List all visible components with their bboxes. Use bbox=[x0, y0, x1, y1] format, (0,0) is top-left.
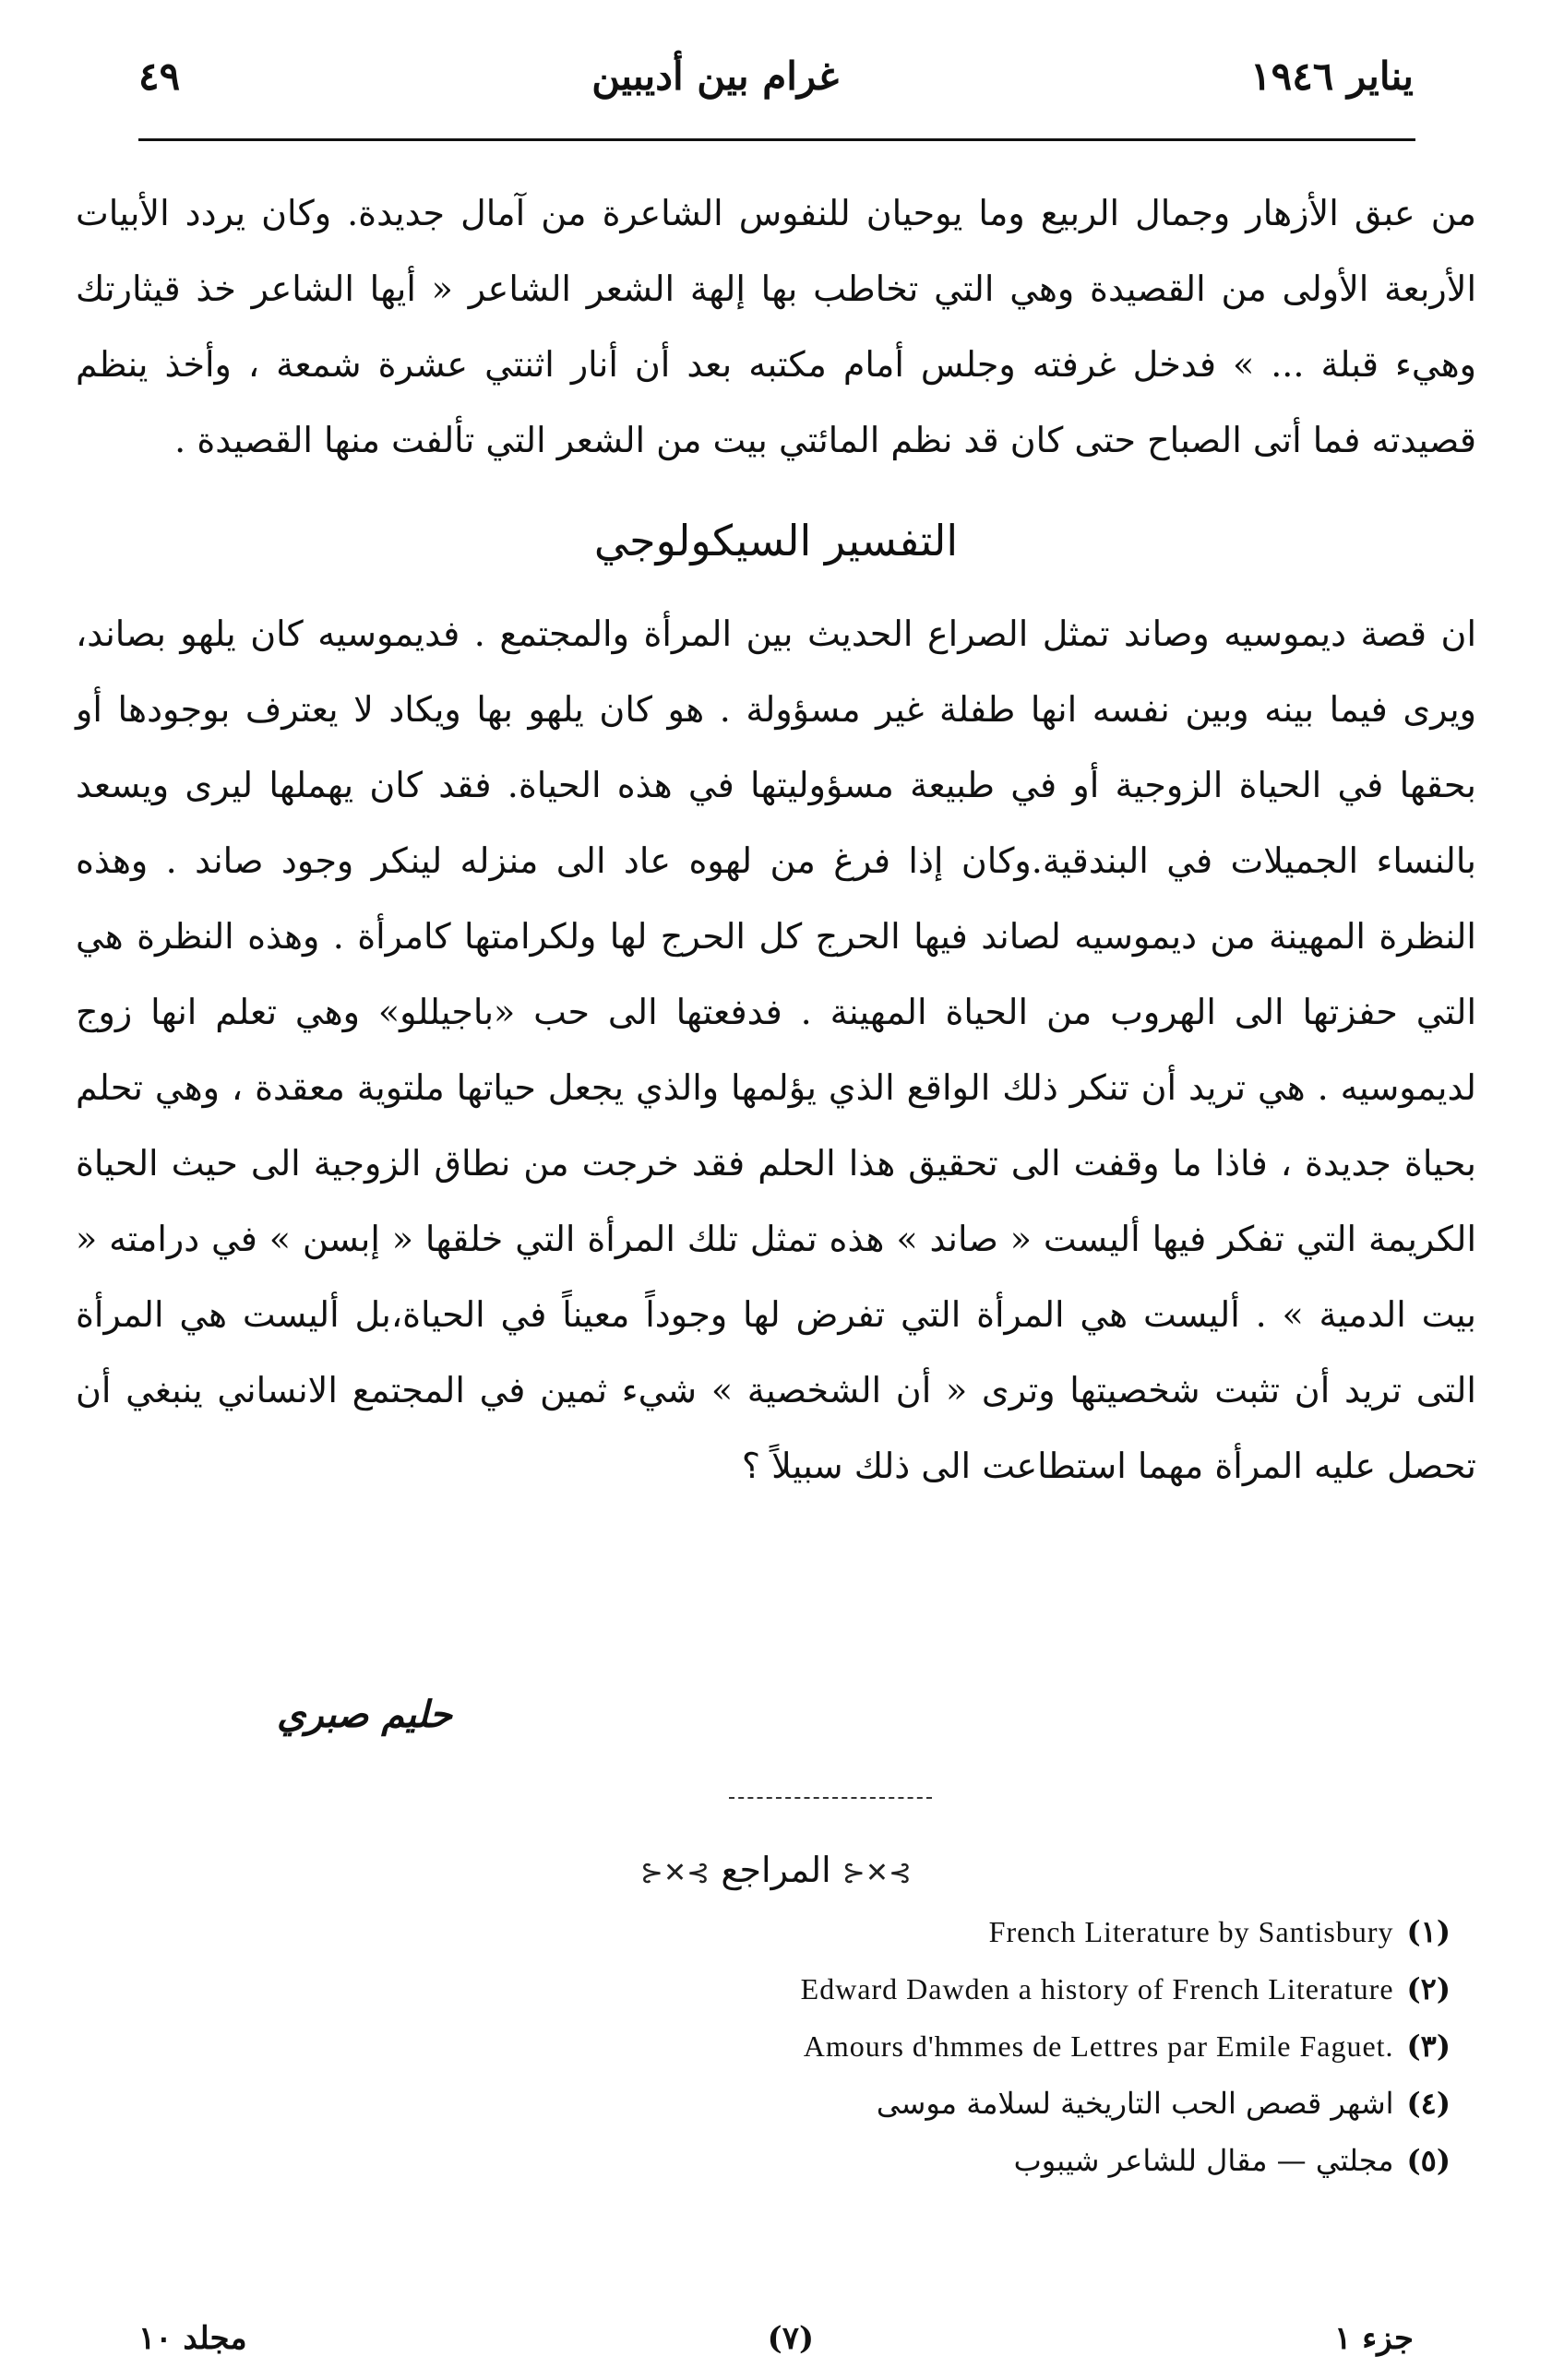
intro-paragraph: من عبق الأزهار وجمال الربيع وما يوحيان للنفوس الشاعرة من آمال جديدة. وكان يردد الأبيات الأربعة الأولى من القصيدة وهي التي تخاطب بها إلهة الشعر الشاعر « أيها الشاعر خذ قيثارتك وهيء قبلة ... » فدخل غرفته وجلس أمام مكتبه بعد أن أنار اثنتي عشرة شمعة ، وأخذ ينظم قصيدته فما أتى الصباح حتى كان قد نظم المائتي بيت من الشعر التي تألفت منها القصيدة . bbox=[76, 193, 1476, 460]
footer-page: (٧) bbox=[767, 2320, 815, 2357]
reference-item bbox=[801, 1914, 1451, 1971]
page-footer bbox=[138, 2315, 1414, 2362]
reference-item bbox=[801, 2086, 1451, 2143]
section-divider bbox=[729, 1797, 932, 1799]
ornament-left-icon: ⊱✕⊰ bbox=[842, 1857, 913, 1889]
reference-number: (٤) bbox=[1406, 2086, 1451, 2121]
section-paragraph: ان قصة ديموسيه وصاند تمثل الصراع الحديث بين المرأة والمجتمع . فديموسيه كان يلهو بصاند، ويرى فيما بينه وبين نفسه انها طفلة غير مسؤولة . هو كان يلهو بها ويكاد لا يعترف بوجودها أو بحقها في الحياة الزوجية أو في طبيعة مسؤوليتها في هذه الحياة. فقد كان يهملها ليرى ويسعد بالنساء الجميلات في البندقية.وكان إذا فرغ من لهوه عاد الى منزله لينكر وجود صاند . وهذه النظرة المهينة من ديموسيه لصاند فيها الحرج كل الحرج لها ولكرامتها كامرأة . وهذه النظرة هي التي حفزتها الى الهروب من الحياة المهينة . فدفعتها الى حب «باجيللو» وهي تعلم انها زوج لديموسيه . هي تريد أن تنكر ذلك الواقع الذي يؤلمها والذي يجعل حياتها ملتوية معقدة ، وهي تحلم بحياة جديدة ، فاذا ما وقفت الى تحقيق هذا الحلم فقد خرجت من نطاق الزوجية الى حيث الحياة الكريمة التي تفكر فيها أليست « صاند » هذه تمثل تلك المرأة التي خلقها « إبسن » في درامته « بيت الدمية » . أليست هي المرأة التي تفرض لها وجوداً معيناً في الحياة،بل أليست هي المرأة التى تريد أن تثبت شخصيتها وترى « أن الشخصية » شيء ثمين في المجتمع الانساني ينبغي أن تحصل عليه المرأة مهما استطاعت الى ذلك سبيلاً ؟ bbox=[76, 613, 1476, 1486]
reference-item bbox=[801, 1971, 1451, 2029]
reference-number: (٣) bbox=[1406, 2029, 1451, 2064]
references-list bbox=[801, 1914, 1451, 2200]
page-number: ٤٩ bbox=[138, 53, 181, 99]
ornament-right-icon: ⊱✕⊰ bbox=[639, 1857, 710, 1889]
reference-text: مجلتي — مقال للشاعر شيبوب bbox=[1013, 2143, 1394, 2178]
header-rule bbox=[138, 138, 1415, 141]
reference-number: (٢) bbox=[1406, 1971, 1451, 2006]
reference-text: French Literature by Santisbury bbox=[988, 1915, 1394, 1948]
article-title: غرام بين أديبين bbox=[591, 53, 840, 99]
references-title: المراجع bbox=[721, 1850, 831, 1890]
section-heading: التفسير السيكولوجي bbox=[593, 516, 959, 565]
reference-text: اشهر قصص الحب التاريخية لسلامة موسى bbox=[876, 2086, 1394, 2121]
references-heading bbox=[0, 1850, 1552, 1890]
reference-number: (١) bbox=[1406, 1914, 1451, 1949]
issue-date: يناير ١٩٤٦ bbox=[1250, 53, 1414, 99]
reference-number: (٥) bbox=[1406, 2143, 1451, 2178]
page-header bbox=[138, 48, 1414, 103]
author-signature: حليم صبري bbox=[277, 1693, 452, 1736]
footer-part: جزء ١ bbox=[1334, 2320, 1414, 2357]
reference-text: Amours d'hmmes de Lettres par Emile Faguet. bbox=[803, 2029, 1394, 2063]
reference-item bbox=[801, 2029, 1451, 2086]
footer-volume: مجلد ١٠ bbox=[138, 2320, 247, 2357]
reference-text: Edward Dawden a history of French Literature bbox=[800, 1972, 1394, 2005]
reference-item bbox=[801, 2143, 1451, 2200]
article-body bbox=[76, 175, 1476, 1504]
